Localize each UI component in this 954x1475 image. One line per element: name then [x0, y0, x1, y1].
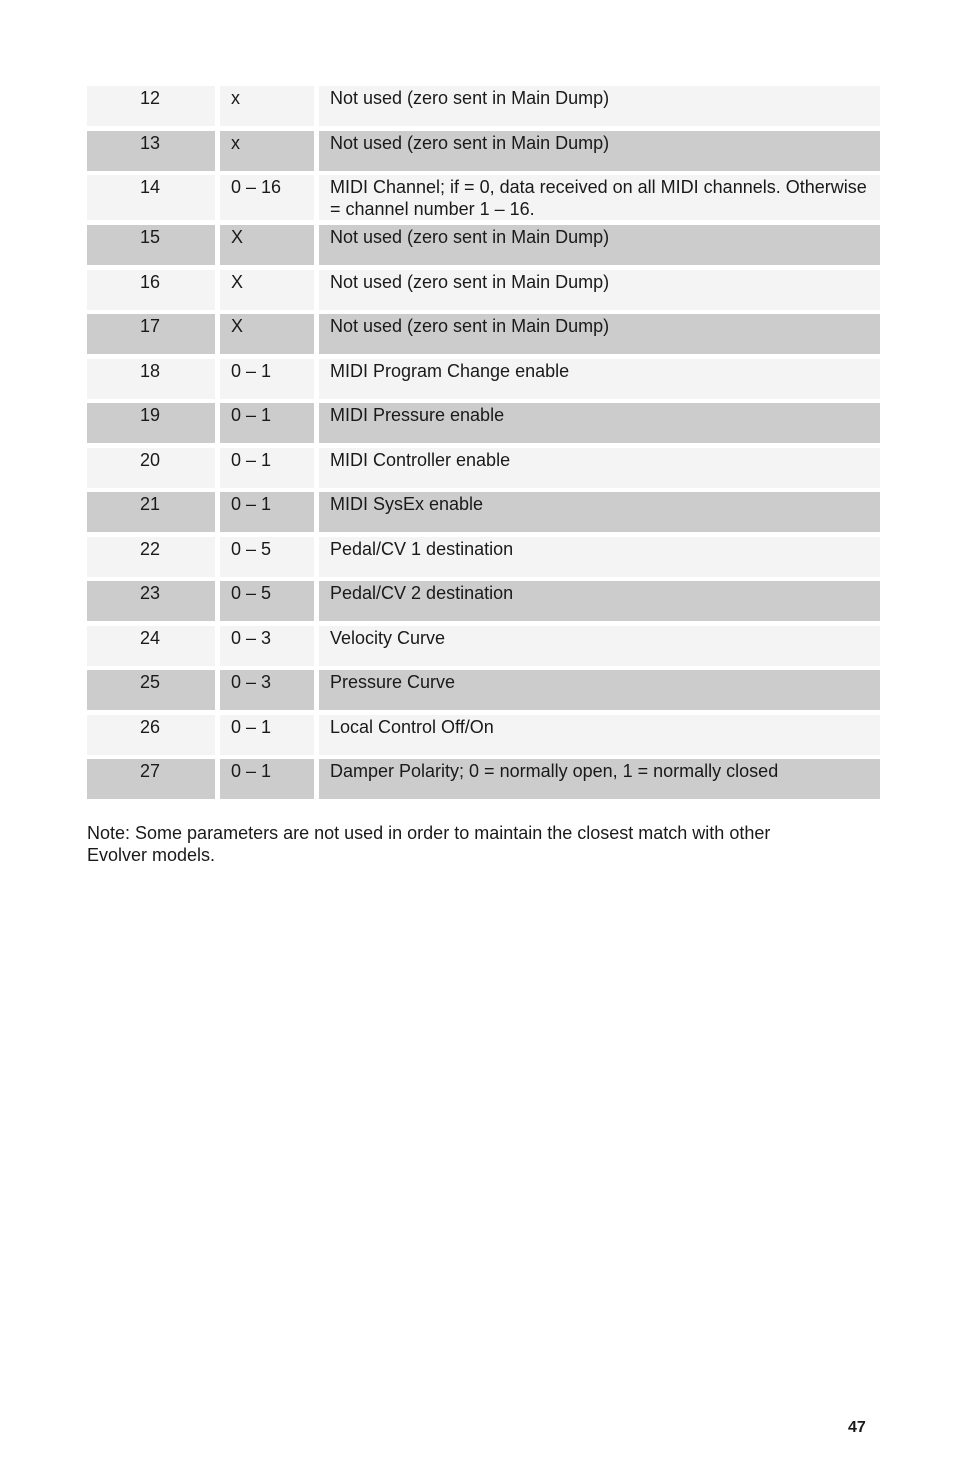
- description-cell: Pedal/CV 1 destination: [319, 537, 880, 577]
- value-range-cell: 0 – 16: [220, 175, 314, 220]
- description-cell: Not used (zero sent in Main Dump): [319, 270, 880, 310]
- table-row: [87, 359, 880, 399]
- value-range-cell: 0 – 1: [220, 448, 314, 488]
- value-range-cell: 0 – 1: [220, 715, 314, 755]
- table-row: [87, 314, 880, 354]
- table-row: [87, 492, 880, 532]
- table-row: [87, 225, 880, 265]
- parameter-number-cell: 26: [87, 715, 215, 755]
- parameter-number-cell: 14: [87, 175, 215, 220]
- value-range-cell: 0 – 1: [220, 759, 314, 799]
- page-number: 47: [848, 1419, 866, 1436]
- parameter-number-cell: 15: [87, 225, 215, 265]
- parameter-number-cell: 12: [87, 86, 215, 126]
- description-cell: Not used (zero sent in Main Dump): [319, 225, 880, 265]
- table-row: [87, 581, 880, 621]
- description-cell: Velocity Curve: [319, 626, 880, 666]
- value-range-cell: x: [220, 131, 314, 171]
- value-range-cell: 0 – 1: [220, 359, 314, 399]
- description-cell: Not used (zero sent in Main Dump): [319, 314, 880, 354]
- table-row: [87, 626, 880, 666]
- parameter-number-cell: 13: [87, 131, 215, 171]
- description-cell: MIDI Program Change enable: [319, 359, 880, 399]
- value-range-cell: X: [220, 225, 314, 265]
- value-range-cell: 0 – 5: [220, 581, 314, 621]
- description-cell: MIDI Controller enable: [319, 448, 880, 488]
- value-range-cell: X: [220, 270, 314, 310]
- description-cell: Pedal/CV 2 destination: [319, 581, 880, 621]
- parameter-table: [87, 86, 880, 804]
- description-cell: MIDI Channel; if = 0, data received on all MIDI channels. Otherwise = channel number 1 – 16.: [319, 175, 880, 220]
- description-cell: MIDI SysEx enable: [319, 492, 880, 532]
- footnote-line-2: Evolver models.: [87, 845, 216, 865]
- table-row: [87, 759, 880, 799]
- parameter-number-cell: 16: [87, 270, 215, 310]
- description-cell: Not used (zero sent in Main Dump): [319, 131, 880, 171]
- parameter-number-cell: 22: [87, 537, 215, 577]
- description-cell: Local Control Off/On: [319, 715, 880, 755]
- description-cell: Not used (zero sent in Main Dump): [319, 86, 880, 126]
- value-range-cell: 0 – 5: [220, 537, 314, 577]
- table-row: [87, 131, 880, 171]
- footnote: [87, 822, 880, 866]
- table-row: [87, 175, 880, 220]
- parameter-number-cell: 20: [87, 448, 215, 488]
- table-row: [87, 270, 880, 310]
- parameter-number-cell: 21: [87, 492, 215, 532]
- value-range-cell: 0 – 3: [220, 670, 314, 710]
- value-range-cell: 0 – 3: [220, 626, 314, 666]
- description-cell: MIDI Pressure enable: [319, 403, 880, 443]
- table-row: [87, 715, 880, 755]
- parameter-number-cell: 17: [87, 314, 215, 354]
- table-row: [87, 537, 880, 577]
- value-range-cell: X: [220, 314, 314, 354]
- parameter-number-cell: 19: [87, 403, 215, 443]
- table-row: [87, 86, 880, 126]
- parameter-number-cell: 24: [87, 626, 215, 666]
- table-row: [87, 403, 880, 443]
- value-range-cell: 0 – 1: [220, 403, 314, 443]
- description-cell: Damper Polarity; 0 = normally open, 1 = normally closed: [319, 759, 880, 799]
- table-row: [87, 448, 880, 488]
- table-row: [87, 670, 880, 710]
- parameter-number-cell: 27: [87, 759, 215, 799]
- parameter-number-cell: 23: [87, 581, 215, 621]
- description-cell: Pressure Curve: [319, 670, 880, 710]
- footnote-line-1: Note: Some parameters are not used in order to maintain the closest match with other: [87, 823, 771, 843]
- value-range-cell: x: [220, 86, 314, 126]
- parameter-number-cell: 25: [87, 670, 215, 710]
- parameter-number-cell: 18: [87, 359, 215, 399]
- value-range-cell: 0 – 1: [220, 492, 314, 532]
